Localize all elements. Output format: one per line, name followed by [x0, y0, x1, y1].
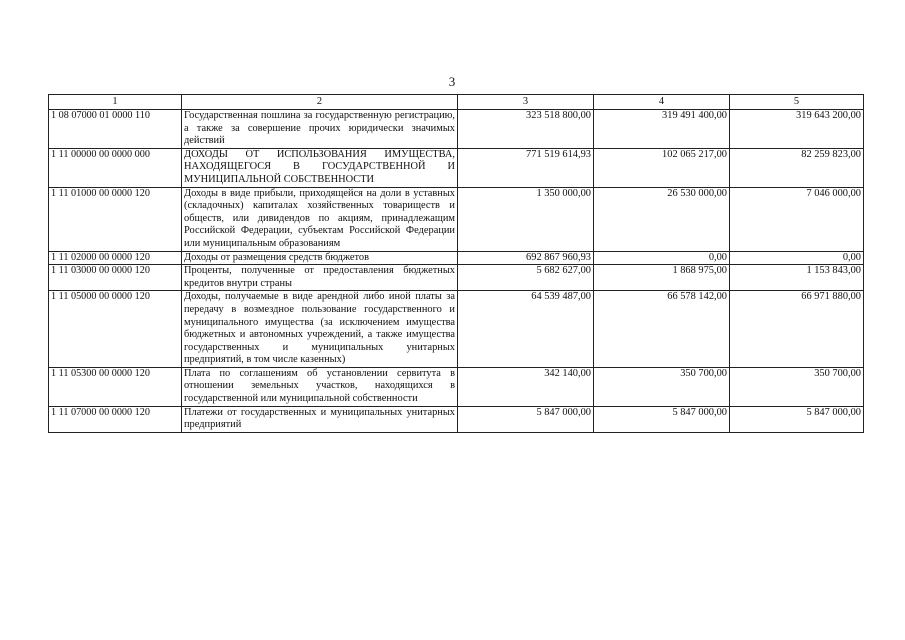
table-row — [49, 367, 864, 406]
row-value-col4: 102 065 217,00 — [594, 148, 730, 187]
row-code: 1 08 07000 01 0000 110 — [49, 110, 182, 149]
row-name: ДОХОДЫ ОТ ИСПОЛЬЗОВАНИЯ ИМУЩЕСТВА, НАХОДЯЩЕГОСЯ В ГОСУДАРСТВЕННОЙ И МУНИЦИПАЛЬНОЙ СОБСТВЕННОСТИ — [182, 148, 458, 187]
row-value-col4: 0,00 — [594, 251, 730, 265]
row-name: Платежи от государственных и муниципальных унитарных предприятий — [182, 406, 458, 432]
header-row — [49, 95, 864, 110]
row-value-col5: 350 700,00 — [730, 367, 864, 406]
row-code: 1 11 01000 00 0000 120 — [49, 187, 182, 251]
row-value-col4: 350 700,00 — [594, 367, 730, 406]
row-code: 1 11 05300 00 0000 120 — [49, 367, 182, 406]
table-row — [49, 265, 864, 291]
page-number: 3 — [448, 74, 456, 89]
row-value-col4: 1 868 975,00 — [594, 265, 730, 291]
table-row — [49, 110, 864, 149]
row-value-col3: 64 539 487,00 — [458, 291, 594, 368]
budget-revenue-table — [48, 94, 864, 433]
header-col-3: 3 — [458, 95, 594, 110]
header-col-5: 5 — [730, 95, 864, 110]
row-code: 1 11 02000 00 0000 120 — [49, 251, 182, 265]
row-value-col5: 7 046 000,00 — [730, 187, 864, 251]
table-row — [49, 148, 864, 187]
row-name: Проценты, полученные от предоставления бюджетных кредитов внутри страны — [182, 265, 458, 291]
row-name: Плата по соглашениям об установлении сервитута в отношении земельных участков, находящихся в государственной или муниципальной собственности — [182, 367, 458, 406]
row-value-col4: 66 578 142,00 — [594, 291, 730, 368]
header-col-2: 2 — [182, 95, 458, 110]
row-value-col3: 692 867 960,93 — [458, 251, 594, 265]
row-value-col4: 26 530 000,00 — [594, 187, 730, 251]
row-value-col3: 342 140,00 — [458, 367, 594, 406]
table-row — [49, 251, 864, 265]
row-value-col5: 0,00 — [730, 251, 864, 265]
row-value-col5: 5 847 000,00 — [730, 406, 864, 432]
row-value-col5: 82 259 823,00 — [730, 148, 864, 187]
table-row — [49, 406, 864, 432]
row-value-col3: 5 847 000,00 — [458, 406, 594, 432]
row-code: 1 11 05000 00 0000 120 — [49, 291, 182, 368]
row-value-col4: 5 847 000,00 — [594, 406, 730, 432]
row-name: Доходы от размещения средств бюджетов — [182, 251, 458, 265]
row-value-col4: 319 491 400,00 — [594, 110, 730, 149]
row-value-col3: 771 519 614,93 — [458, 148, 594, 187]
row-name: Доходы в виде прибыли, приходящейся на доли в уставных (складочных) капиталах хозяйственных товариществ и обществ, или дивидендов по акциям, принадлежащим Российской Федерации, субъектам Российской Федерации или муниципальным образованиям — [182, 187, 458, 251]
row-value-col5: 66 971 880,00 — [730, 291, 864, 368]
row-name: Государственная пошлина за государственную регистрацию, а также за совершение прочих юридически значимых действий — [182, 110, 458, 149]
row-value-col3: 5 682 627,00 — [458, 265, 594, 291]
row-value-col5: 319 643 200,00 — [730, 110, 864, 149]
row-value-col3: 323 518 800,00 — [458, 110, 594, 149]
row-name: Доходы, получаемые в виде арендной либо иной платы за передачу в возмездное пользование государственного и муниципального имущества (за исключением имущества бюджетных и автономных учреждений, а также имущества государственных и муниципальных унитарных предприятий, в том числе казенных) — [182, 291, 458, 368]
row-code: 1 11 00000 00 0000 000 — [49, 148, 182, 187]
row-code: 1 11 03000 00 0000 120 — [49, 265, 182, 291]
row-value-col3: 1 350 000,00 — [458, 187, 594, 251]
row-value-col5: 1 153 843,00 — [730, 265, 864, 291]
row-code: 1 11 07000 00 0000 120 — [49, 406, 182, 432]
header-col-1: 1 — [49, 95, 182, 110]
table-row — [49, 187, 864, 251]
header-col-4: 4 — [594, 95, 730, 110]
table-row — [49, 291, 864, 368]
